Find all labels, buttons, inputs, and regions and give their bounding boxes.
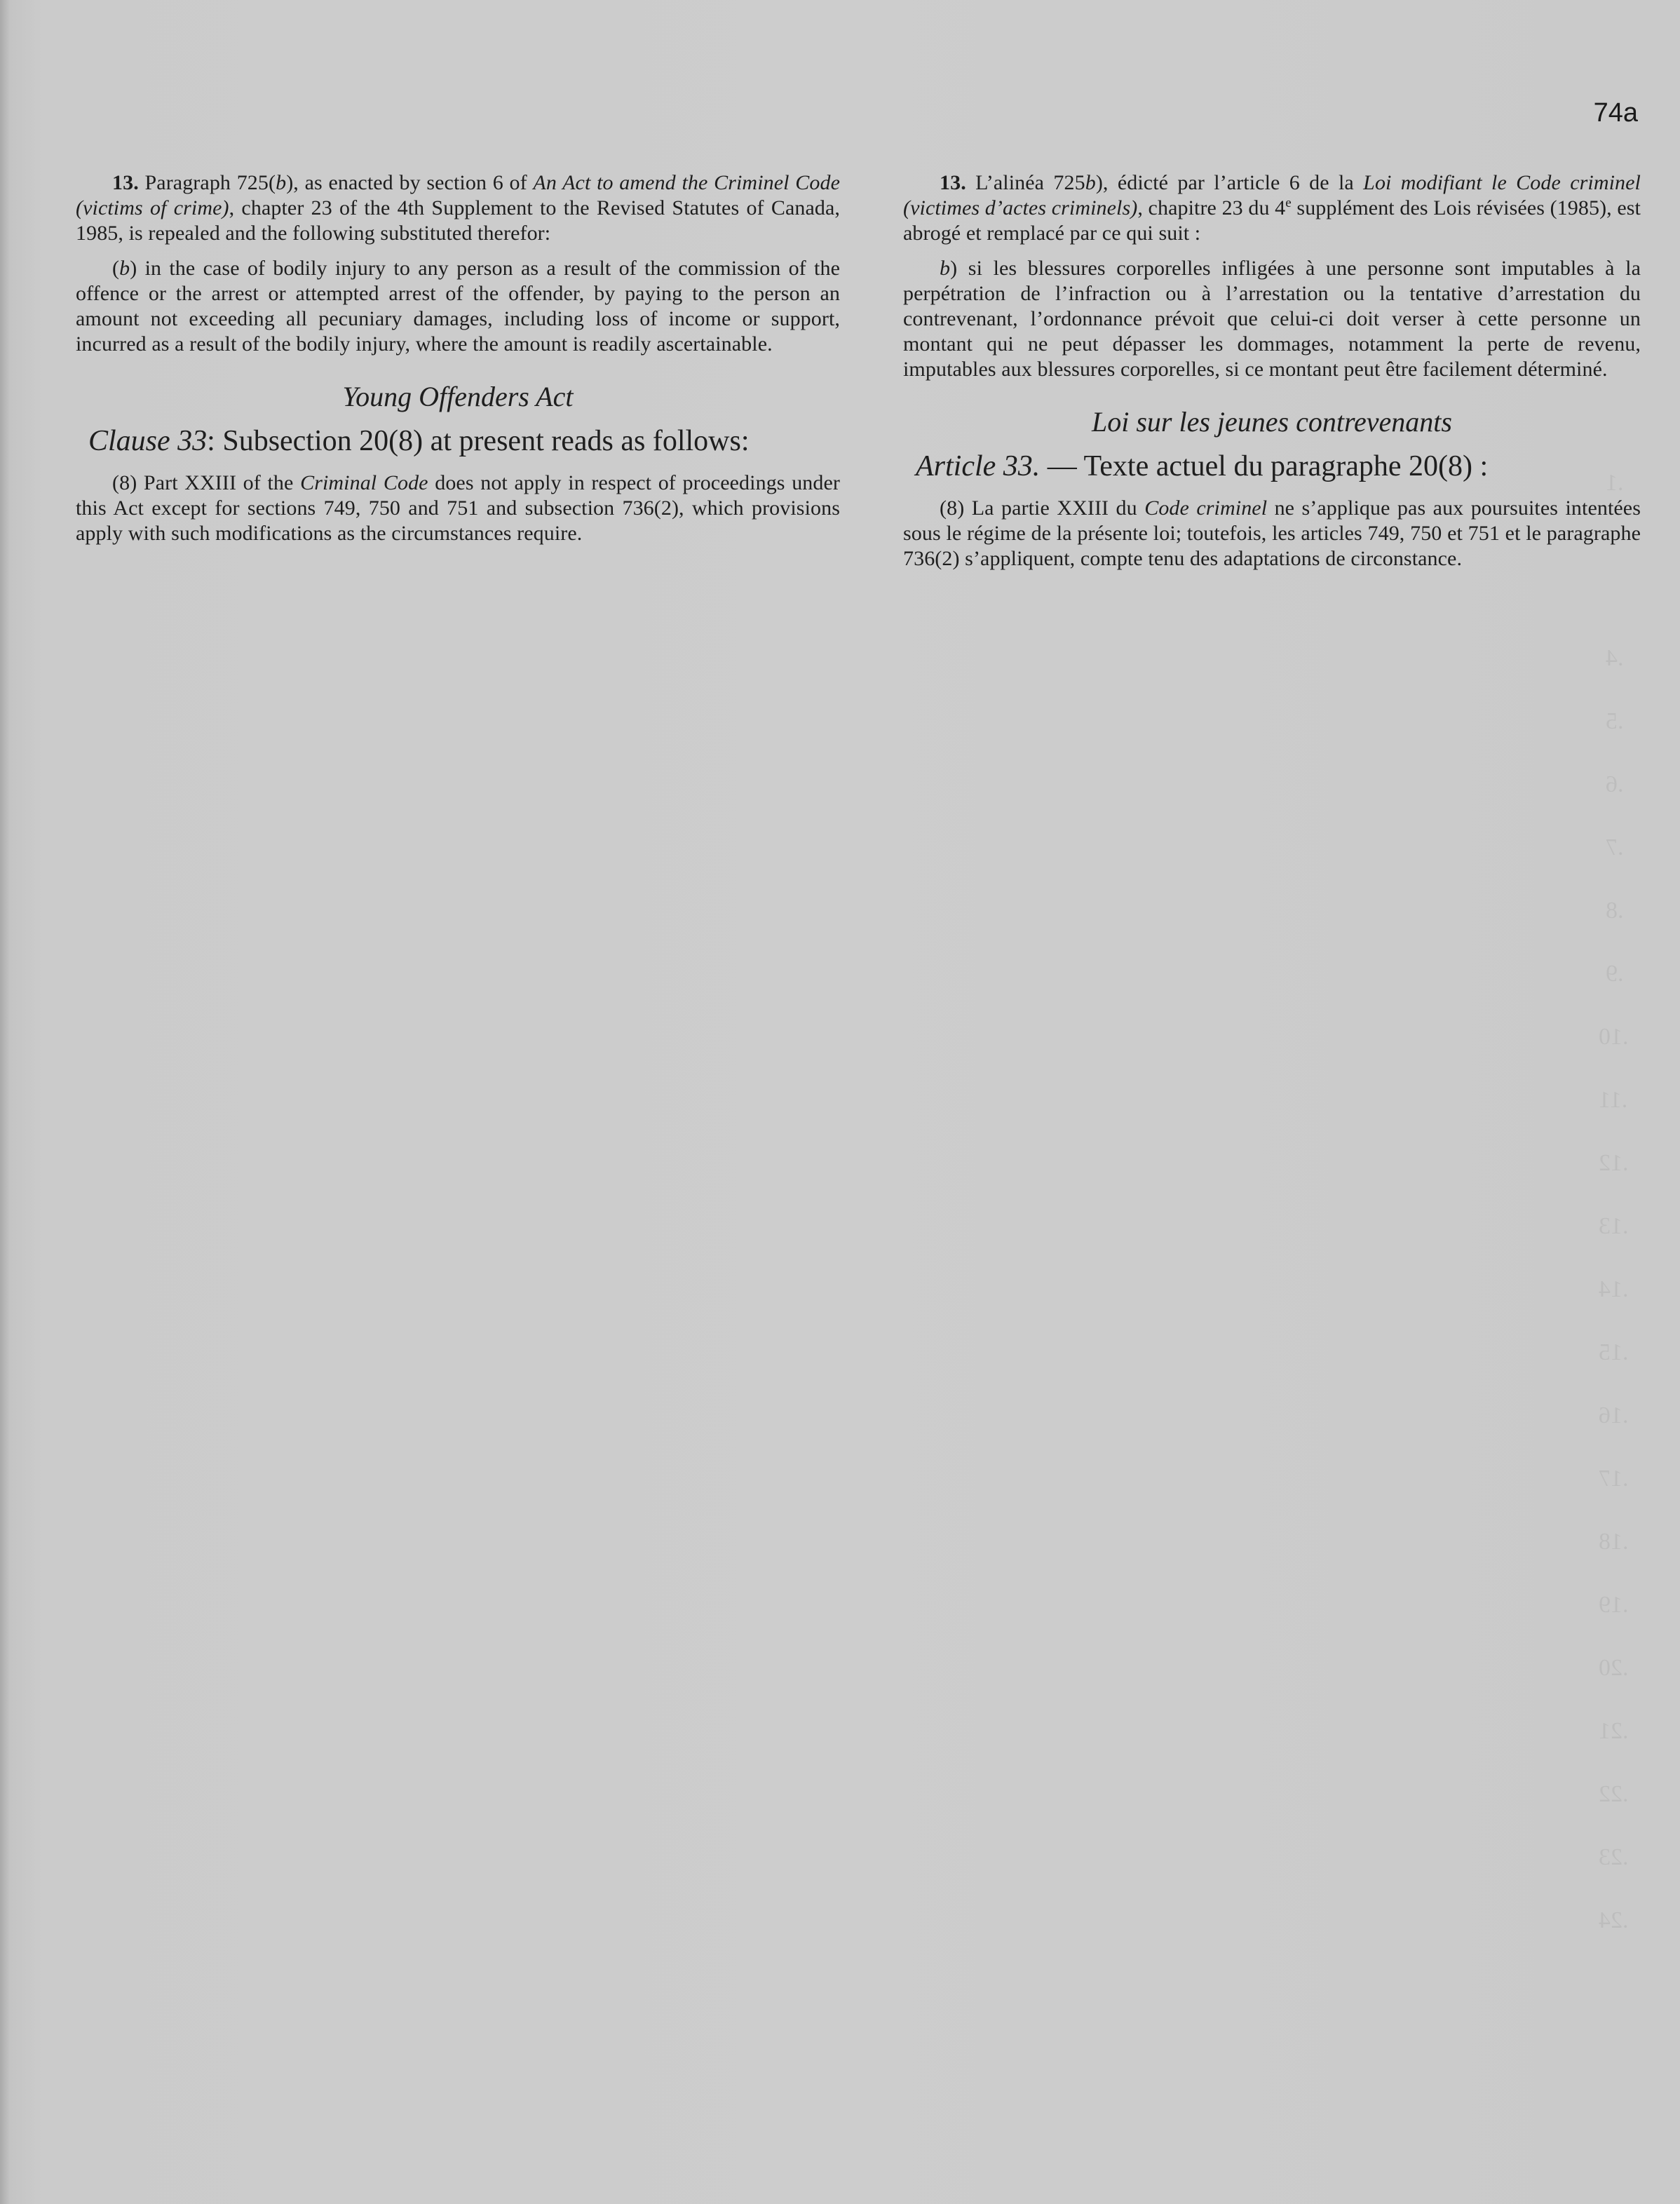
- french-column: [903, 170, 1641, 581]
- subsection-20-8-fr: (8) La partie XXIII du Code criminel ne s’applique pas aux poursuites intentées sous le régime de la présente loi; toutefois, les articles 749, 750 et 751 et le paragraphe 736(2) s’appliquent, compte tenu des adaptations de circonstance.: [903, 496, 1641, 570]
- act-title: An Act to amend the Criminel Code (victims of crime): [76, 171, 840, 219]
- english-column: [76, 170, 840, 556]
- paragraph-b-en: (b) in the case of bodily injury to any person as a result of the commission of the offence or the arrest or attempted arrest of the offender, by paying to the person an amount not exceeding all pecuniary damages, including loss of income or support, incurred as a result of the bodily injury, where the amount is readily ascertainable.: [76, 257, 840, 356]
- clause-13-amendment-en: 13. Paragraph 725(b), as enacted by section 6 of An Act to amend the Criminel Code (victims of crime), chapter 23 of the 4th Supplement to the Revised Statutes of Canada, 1985, is repealed and the following substituted therefor:: [76, 171, 840, 245]
- act-heading-en: Young Offenders Act: [342, 381, 574, 412]
- clause-13-amendment-fr: 13. L’alinéa 725b), édicté par l’article 6 de la Loi modifiant le Code criminel (victimes d’actes criminels), chapitre 23 du 4e supplément des Lois révisées (1985), est abrogé et remplacé par ce qui suit :: [903, 171, 1641, 245]
- clause-number: 13.: [112, 171, 139, 194]
- act-heading-fr: Loi sur les jeunes contrevenants: [1091, 406, 1452, 438]
- page-number: 74a: [1593, 98, 1638, 128]
- clause-heading-fr: Article 33. — Texte actuel du paragraphe 20(8) :: [916, 450, 1489, 482]
- clause-number: 13.: [940, 171, 966, 194]
- clause-heading-en: Clause 33: Subsection 20(8) at present reads as follows:: [88, 425, 750, 457]
- act-title: Loi modifiant le Code criminel (victimes d’actes criminels): [903, 171, 1641, 219]
- subsection-20-8-en: (8) Part XXIII of the Criminal Code does not apply in respect of proceedings under this Act except for sections 749, 750 and 751 and subsection 736(2), which provisions apply with such modifications as the circumstances require.: [76, 471, 840, 545]
- paragraph-b-fr: b) si les blessures corporelles infligées à une personne sont imputables à la perpétration de l’infraction ou à l’arrestation ou la tentative d’arrestation du contrevenant, l’ordonnance prévoit que celui-ci doit verser à cette personne un montant qui ne peut dépasser les dommages, notamment la perte de revenu, imputables aux blessures corporelles, si ce montant peut être facilement déterminé.: [903, 257, 1641, 381]
